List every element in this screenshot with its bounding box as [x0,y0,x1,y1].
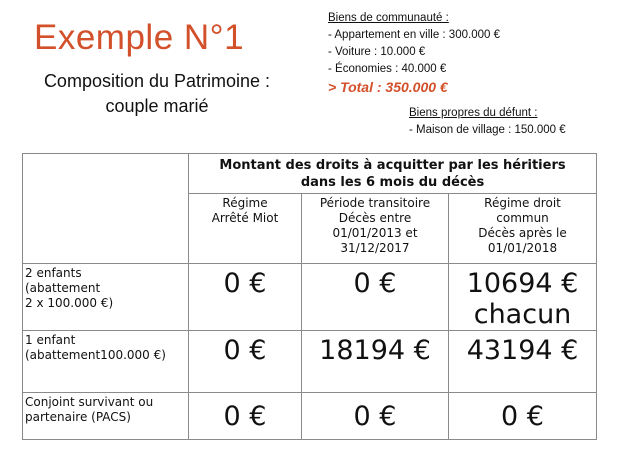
col-header-line: Arrêté Miot [211,211,279,225]
patrimoine-subtitle [18,69,296,119]
col-header-line: Régime [222,196,268,210]
subtitle-line-2: couple marié [105,96,209,116]
row-label-1-enfant [23,331,189,393]
biens-propres-heading: Biens propres du défunt : [409,107,538,119]
droits-table [22,153,597,440]
value-cell: 0 € [189,393,302,440]
biens-communaute-block [328,10,500,97]
main-header-line-2: dans les 6 mois du décès [300,175,485,190]
row-label-line: 2 x 100.000 €) [25,296,114,310]
col-header-periode-transitoire [302,194,449,264]
col-header-line: commun [496,211,549,225]
communaute-item: - Économies : 40.000 € [328,63,447,75]
subtitle-line-1: Composition du Patrimoine : [43,71,271,91]
page-title: Exemple N°1 [34,18,245,57]
value-chacun: chacun [473,299,572,330]
value-cell: 18194 € [302,331,449,393]
main-header-line-1: Montant des droits à acquitter par les héritiers [219,158,566,173]
communaute-total: > Total : 350.000 € [328,79,448,95]
value-cell: 0 € [449,393,597,440]
col-header-line: Période transitoire [319,196,431,210]
table-main-header [189,154,597,194]
row-label-line: (abattement100.000 €) [25,348,166,362]
row-label-conjoint [23,393,189,440]
propres-item: - Maison de village : 150.000 € [409,124,566,136]
value-amount: 10694 € [466,268,579,299]
row-label-2-enfants [23,264,189,331]
communaute-item: - Appartement en ville : 300.000 € [328,29,500,41]
row-label-line: partenaire (PACS) [25,410,131,424]
table-row [23,393,597,440]
col-header-line: Régime droit [484,196,561,210]
col-header-droit-commun [449,194,597,264]
table-row [23,331,597,393]
value-cell: 0 € [302,264,449,331]
value-cell: 0 € [189,264,302,331]
row-label-line: Conjoint survivant ou [25,395,154,409]
value-cell-chacun [449,264,597,331]
row-label-line: 1 enfant [25,333,76,347]
col-header-line: 01/01/2018 [487,241,558,255]
col-header-line: Décès entre [338,211,412,225]
table-corner-cell [23,154,189,264]
value-cell: 0 € [302,393,449,440]
biens-propres-block [409,105,566,139]
col-header-line: 31/12/2017 [340,241,410,255]
col-header-line: 01/01/2013 et [332,226,418,240]
col-header-line: Décès après le [478,226,567,240]
table-row [23,264,597,331]
row-label-line: 2 enfants [25,266,82,280]
communaute-item: - Voiture : 10.000 € [328,46,426,58]
biens-communaute-heading: Biens de communauté : [328,12,449,24]
value-cell: 43194 € [449,331,597,393]
col-header-arrete-miot [189,194,302,264]
value-cell: 0 € [189,331,302,393]
row-label-line: (abattement [25,281,101,295]
